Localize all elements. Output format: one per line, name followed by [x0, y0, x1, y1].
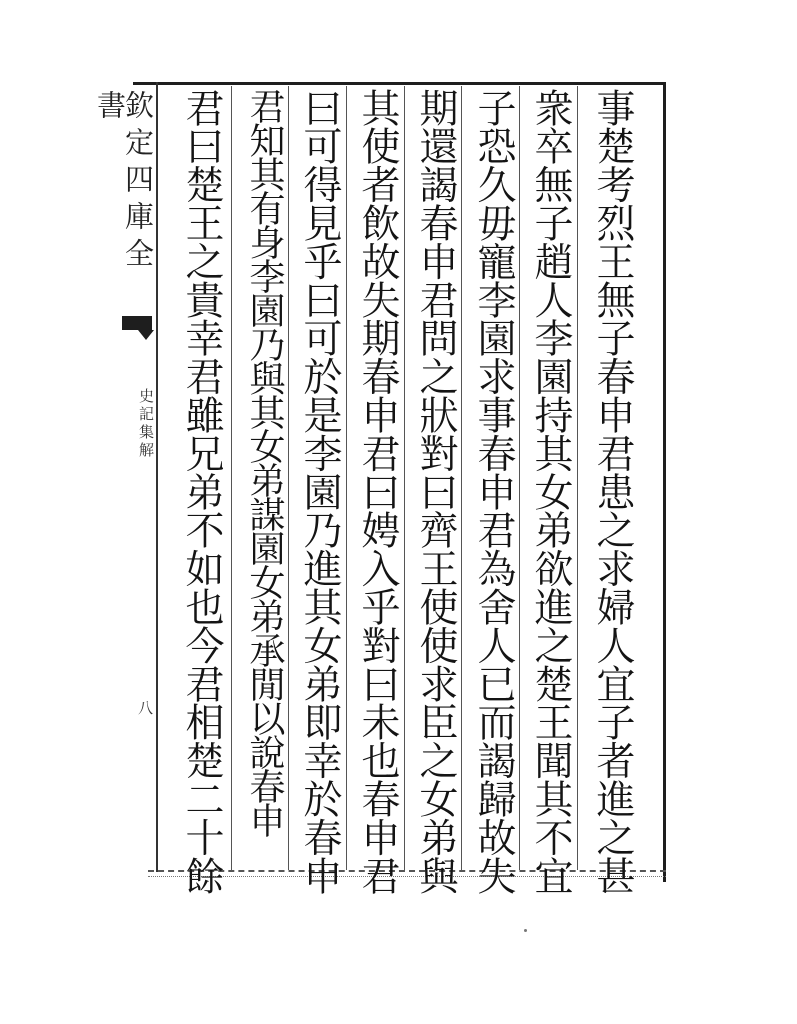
banxin-book-title: 史記集解 — [137, 388, 155, 460]
banxin-title: 欽定四庫全書 — [93, 90, 155, 275]
text-column-5: 其使者飲故失期春申君曰娉入乎對曰未也春申君 — [355, 88, 400, 895]
text-column-2: 衆卒無子趙人李園持其女弟欲進之楚王聞其不宜 — [528, 88, 573, 895]
column-rule — [288, 86, 289, 870]
frame-top-border — [133, 82, 666, 85]
page-frame — [93, 78, 666, 895]
text-column-6: 曰可得見乎曰可於是李園乃進其女弟即幸於春申 — [297, 88, 342, 895]
text-column-3: 子恐久毋寵李園求事春申君為舍人已而謁歸故失 — [471, 88, 516, 895]
fishtail-notch — [138, 330, 154, 340]
column-rule — [404, 86, 405, 870]
frame-right-border — [663, 82, 666, 882]
column-rule — [461, 86, 462, 870]
text-column-4: 期還謁春申君問之狀對曰齊王使使求臣之女弟與 — [413, 88, 458, 895]
column-rule — [346, 86, 347, 870]
column-rule — [231, 86, 232, 870]
text-column-7: 君知其有身李園乃與其女弟謀園女弟承閒以說春申 — [244, 88, 285, 836]
column-rule — [519, 86, 520, 870]
text-column-1: 事楚考烈王無子春申君患之求婦人宜子者進之甚 — [590, 88, 635, 895]
ink-speck — [524, 929, 527, 932]
text-column-8: 君曰楚王之貴幸君雖兄弟不如也今君相楚二十餘 — [179, 88, 224, 895]
banxin-page-number: 八 — [136, 700, 154, 715]
banxin-rule — [156, 82, 158, 872]
fishtail-mark — [122, 316, 152, 330]
column-rule — [577, 86, 578, 870]
